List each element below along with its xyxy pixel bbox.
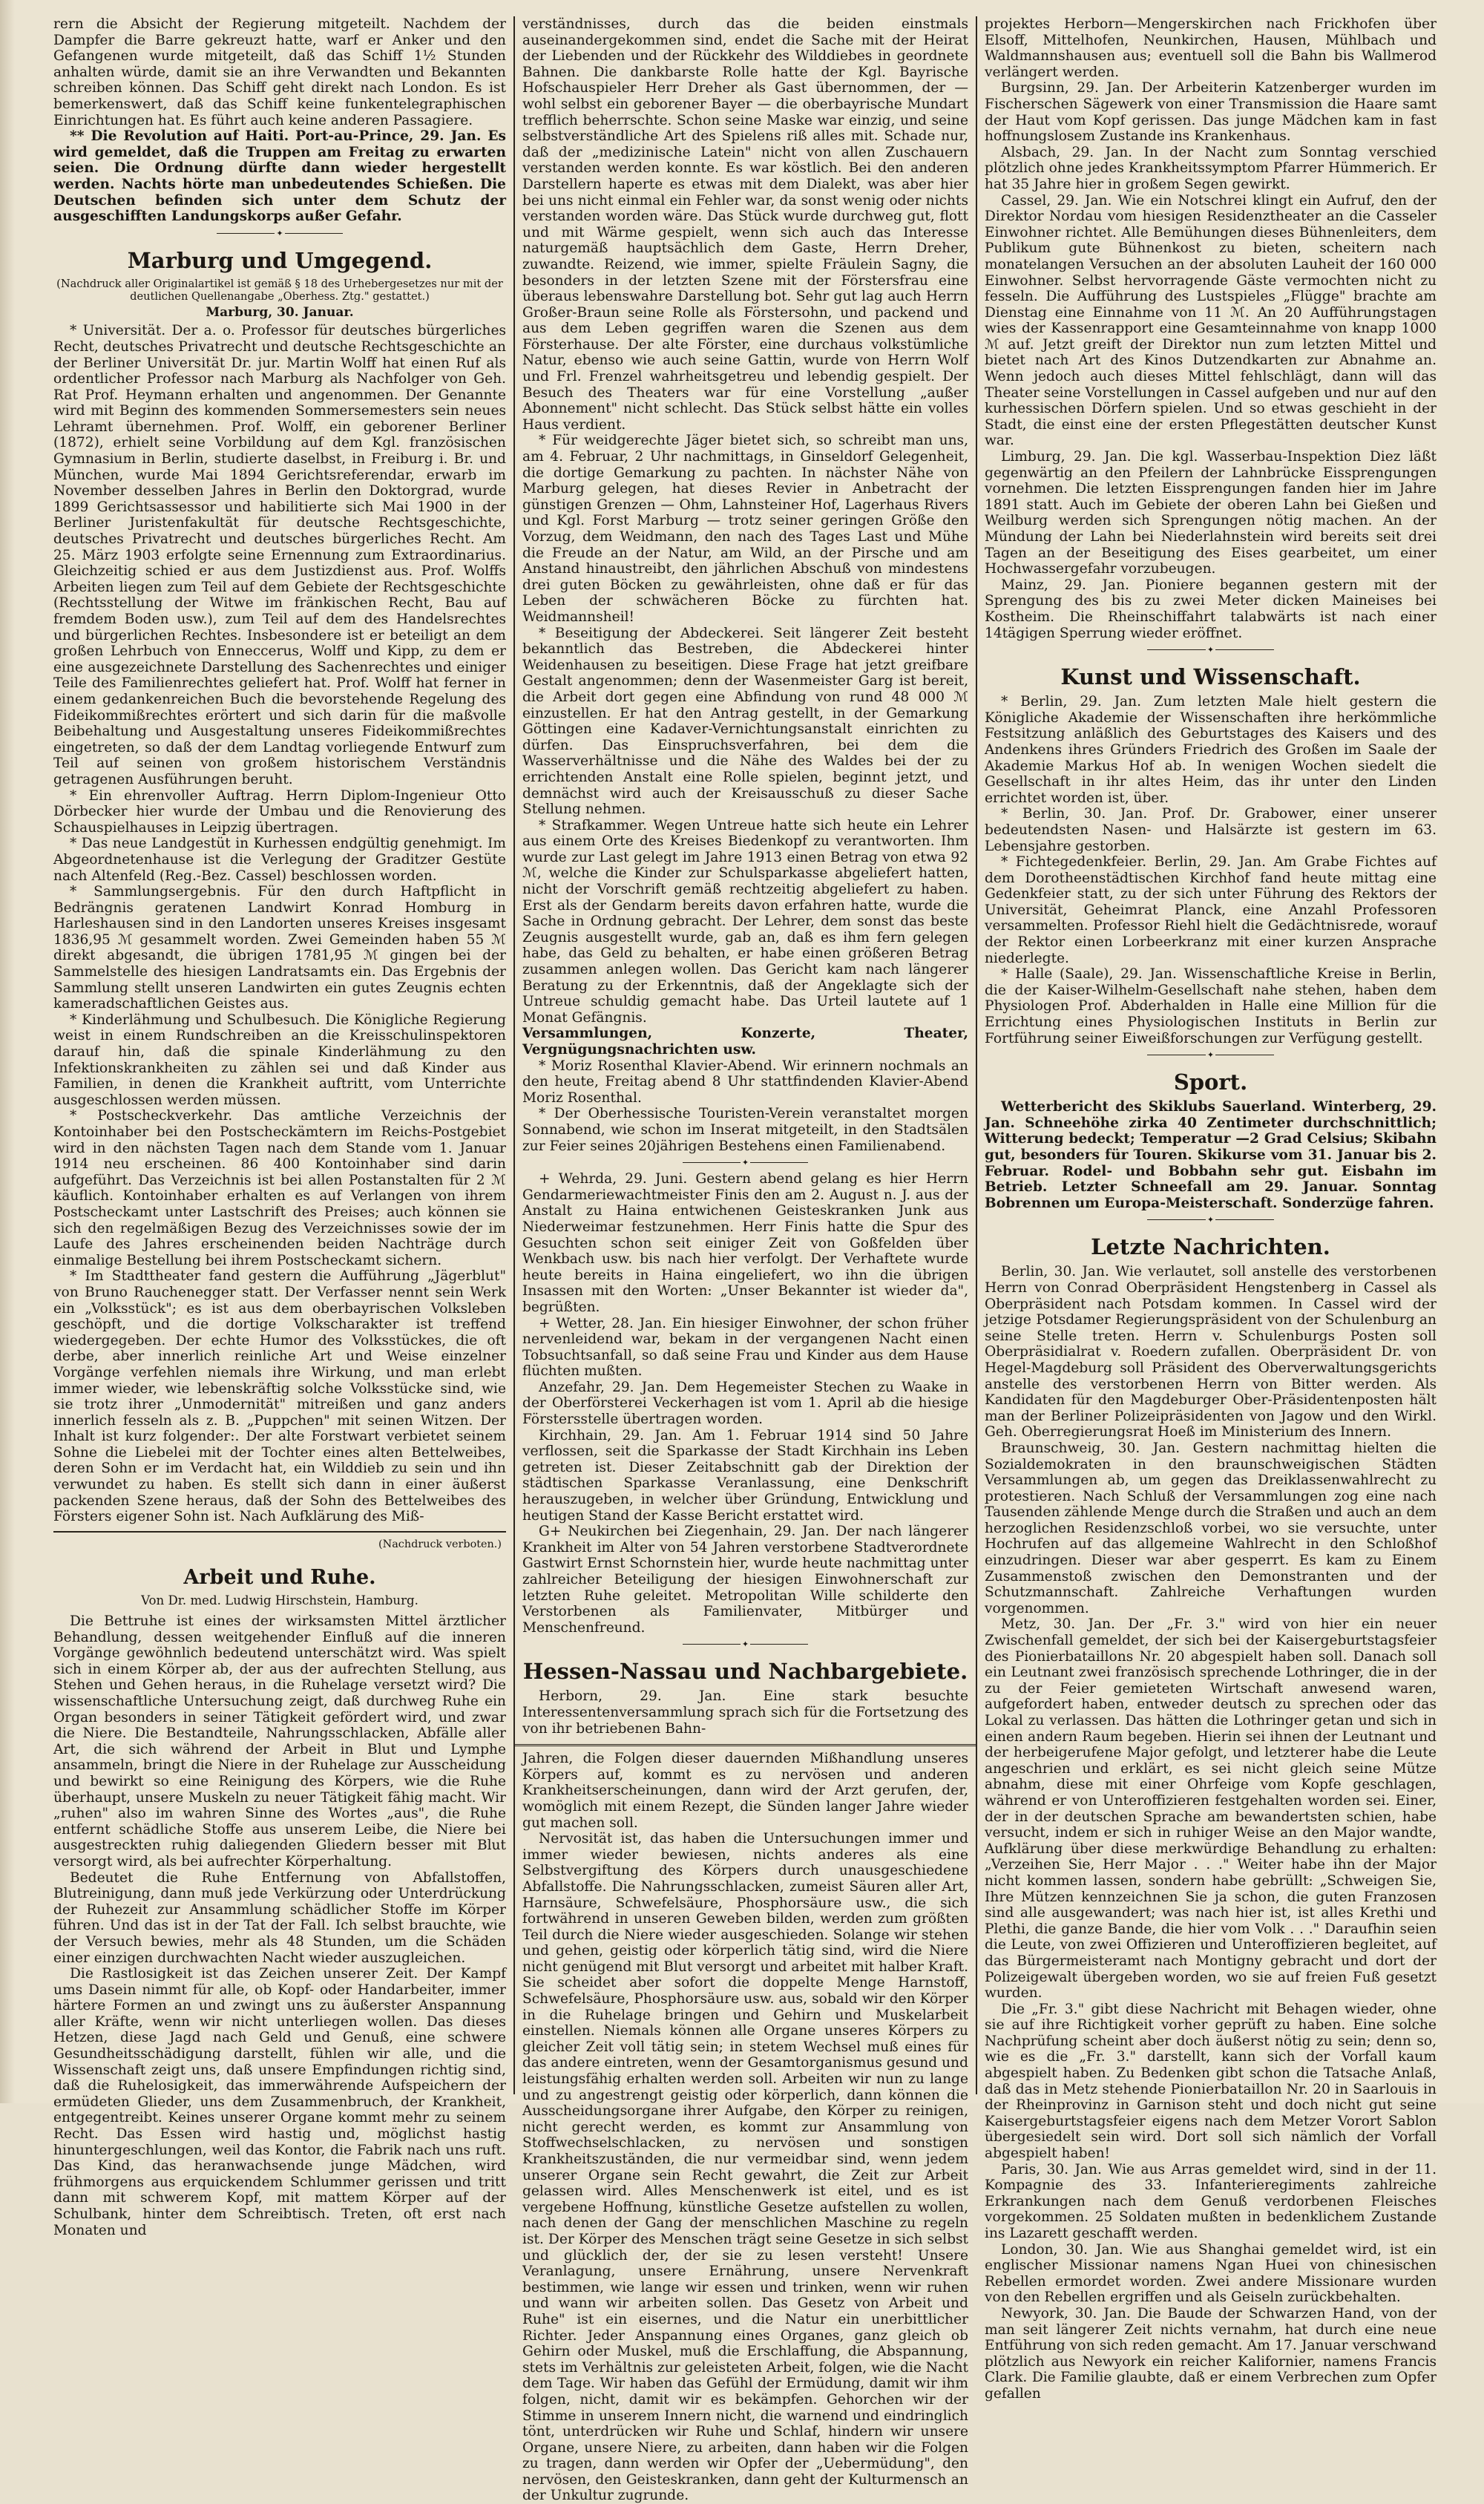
news-jagd: * Für weidgerechte Jäger bietet sich, so schreibt man uns, am 4. Februar, 2 Uhr nachmittags, in Ginseldorf Gelegenheit, die dortige Gemarkung zu pachten. In nächster Nähe von Marburg gelegen, hat dieses Revier in Anbetracht der günstigen Grenzen — Ohm, Lahnsteiner Hof, Lagerhaus Rivers und Kgl. Forst Marburg — trotz seiner geringen Größe den Vorzug, dem Weidmann, den nach des Tages Last und Mühe die Freude an der Natur, am Wild, an der Pirsche und am Anstand hinaustreibt, den jährlichen Abschuß von mindestens drei guten Böcken zu gewährleisten, ohne daß er für das Leben der schwächeren Böcke zu fürchten hat. Weidmannsheil!: [522, 433, 968, 625]
news-limburg: Limburg, 29. Jan. Die kgl. Wasserbau-Inspektion Diez läßt gegenwärtig an den Pfeilern der Lahnbrücke Eissprengungen vornehmen. Die letzten Eissprengungen fanden hier im Jahre 1891 statt. Auch im Gebiete der oberen Lahn bei Gießen und Weilburg werden sich Sprengungen nötig machen. An der Mündung der Lahn bei Niederlahnstein wird bereits seit drei Tagen an der Beseitigung des Eises gearbeitet, um einer Hochwassergefahr vorzubeugen.: [985, 449, 1437, 577]
news-wetterbericht: Wetterbericht des Skiklubs Sauerland. Winterberg, 29. Jan. Schneehöhe zirka 40 Zentimeter durchschnittlich; Witterung bedeckt; Temperatur —2 Grad Celsius; Skibahn gut, besonders für Touren. Skikurse vom 31. Januar bis 2. Februar. Rodel- und Bobbahn sehr gut. Eisbahn im Betrieb. Letzter Schneefall am 29. Januar. Sonntag Bobrennen um Europa-Meisterschaft. Sonderzüge fahren.: [985, 1099, 1437, 1211]
article-paragraph: Die Bettruhe ist eines der wirksamsten Mittel ärztlicher Behandlung, dessen weitgehender Einfluß auf die inneren Vorgänge gewöhnlich bedeutend unterschätzt wird. Was spielt sich in einem Körper ab, der aus der aufrechten Stellung, aus Stehen und Gehen heraus, in die Ruhelage versetzt wird? Die wissenschaftliche Untersuchung zeigt, daß durchweg Ruhe ein Organ besonders in seiner Tätigkeit gefördert wird, und zwar die Niere. Die Bestandteile, Nahrungsschlacken, Abfälle aller Art, die sich während der Arbeit in Blut und Lymphe ansammeln, bringt die Niere in der Ruhelage zur Ausscheidung und bewirkt so eine Reinigung des Körpers, wie die Ruhe überhaupt, unsere Muskeln zu neuer Tätigkeit fähig macht. Wir „ruhen" also im wahren Sinne des Wortes „aus", die Ruhe entfernt schädliche Stoffe aus unserem Leibe, die Niere bei ausgestreckten ruhig daliegenden Gliedern besser mit Blut versorgt wird, als bei aufrechter Körperhaltung.: [53, 1613, 506, 1869]
news-wetter: + Wetter, 28. Jan. Ein hiesiger Einwohner, der schon früher nervenleidend war, bekam in der vergangenen Nacht einen Tobsuchtsanfall, so daß seine Frau und Kinder aus dem Hause flüchten mußten.: [522, 1315, 968, 1380]
news-metz-comment: Die „Fr. 3." gibt diese Nachricht mit Behagen wieder, ohne sie auf ihre Richtigkeit vorher geprüft zu haben. Eine solche Nachprüfung scheint aber doch äußerst nötig zu sein; denn so, wie es die „Fr. 3." darstellt, kann sich der Vorfall kaum abgespielt haben. Zu Bedenken gibt schon die Tatsache Anlaß, daß das in Metz stehende Pionierbataillon Nr. 20 in Saarlouis in der Rheinprovinz in Garnison steht und doch nicht gut seine Kaisergeburtstagsfeier eigens nach dem Metzer Vorort Sablon übergesiedelt sein wird. Dort soll sich nämlich der Vorfall abgespielt haben!: [985, 2001, 1437, 2162]
feuilleton-rule: [515, 1744, 976, 1746]
article-continuation: rern die Absicht der Regierung mitgeteilt. Nachdem der Dampfer die Barre gekreuzt hatte, warf er Anker und den Gefangenen wurde mitgeteilt, daß das Schiff 1½ Stunden anhalten würde, damit sie an ihre Verwandten und Bekannten schreiben können. Das Schiff geht direkt nach London. Es ist bemerkenswert, daß das Schiff keine funkentelegraphischen Einrichtungen hat. Es führt auch keine anderen Passagiere.: [53, 16, 506, 128]
news-touristenverein: * Der Oberhessische Touristen-Verein veranstaltet morgen Sonnabend, wie schon im Inserat mitgeteilt, in den Stadtsälen zur Feier seines 20jährigen Bestehens einen Familienabend.: [522, 1106, 968, 1154]
article-author: Von Dr. med. Ludwig Hirschstein, Hamburg.: [141, 1593, 418, 1608]
section-title-hessen-nassau: Hessen-Nassau und Nachbargebiete.: [522, 1659, 968, 1685]
section-title-letzte-nachrichten: Letzte Nachrichten.: [1091, 1234, 1330, 1260]
news-kinderlaehmung: * Kinderlähmung und Schulbesuch. Die Königliche Regierung weist in einem Rundschreiben an die Kreisschulinspektoren darauf hin, daß die spinale Kinderlähmung zu den Infektionskrankheiten zu zählen sei und daß Kinder aus Familien, in denen die Krankheit auftritt, vom Unterrichte ausgeschlossen werden müssen.: [53, 1012, 506, 1108]
news-cassel: Cassel, 29. Jan. Wie ein Notschrei klingt ein Aufruf, den der Direktor Nordau vom hiesigen Residenztheater an die Casseler Einwohner richtet. Alle Bemühungen dieses Bühnenleiters, dem Publikum gute Bühnenkost zu bieten, scheitern nach monatelangen Versuchen an der absoluten Lauheit der 160 000 Einwohner. Selbst hervorragende Gäste vermochten nicht zu fesseln. Die Aufführung des Lustspieles „Flügge" brachte am Dienstag eine Einnahme von 11 ℳ. An 20 Aufführungstagen wies der Kassenrapport eine Gesamteinnahme von knapp 1000 ℳ auf. Jetzt greift der Direktor nun zum letzten Mittel und bietet nach Art des Kinos Dutzendkarten zur Abnahme an. Wenn jedoch auch dieses Mittel fehlschlägt, dann will das Theater seine Vorstellungen in Cassel aufgeben und nur auf den kurhessischen Dörfern spielen. Und so etwas geschieht in der Stadt, die einst eine der ersten Pflegestätten deutscher Kunst war.: [985, 192, 1437, 449]
divider: ✦: [522, 1640, 968, 1648]
article-paragraph: Bedeutet die Ruhe Entfernung von Abfallstoffen, Blutreinigung, dann muß jede Verkürzung oder Unterdrückung der Ruhezeit zur Ansammlung schädlicher Stoffe im Körper führen. Und das ist in der Tat der Fall. Ich selbst brauchte, wie der Versuch bewies, mehr als 48 Stunden, um die Schäden einer einzigen durchwachten Nacht wieder auszugleichen.: [53, 1869, 506, 1966]
news-herborn: Herborn, 29. Jan. Eine stark besuchte Interessentenversammlung sprach sich für die Fortsetzung des von ihr betriebenen Bahn-: [522, 1688, 968, 1737]
divider: ✦: [985, 1051, 1437, 1059]
reprint-note: (Nachdruck aller Originalartikel ist gemäß § 18 des Urhebergesetzes nur mit der deutlichen Quellenangabe „Oberhess. Ztg." gestattet.): [56, 277, 503, 303]
divider: ✦: [522, 1158, 968, 1167]
news-anzefahr: Anzefahr, 29. Jan. Dem Hegemeister Stechen zu Waake in der Oberförsterei Veckerhagen ist vom 1. April ab die hiesige Förstersstelle übertragen worden.: [522, 1379, 968, 1428]
news-wehrda: + Wehrda, 29. Juni. Gestern abend gelang es hier Herrn Gendarmeriewachtmeister Finis den am 2. August n. J. aus der Anstalt zu Haina entwichenen Geisteskranken Junk aus Niederweimar festzunehmen. Herr Finis hatte die Spur des Gesuchten schon seit einiger Zeit von Goßfelden über Wenkbach usw. bis nach hier verfolgt. Der Verhaftete wurde heute bereits in Haina eingeliefert, wo ihn die übrigen Insassen mit den Worten: „Unser Bekannter ist wieder da", begrüßten.: [522, 1171, 968, 1315]
news-braunschweig: Braunschweig, 30. Jan. Gestern nachmittag hielten die Sozialdemokraten in den braunschweigischen Städten Versammlungen ab, um gegen das Dreiklassenwahlrecht zu protestieren. Nach Schluß der Versammlungen zog eine nach Tausenden zählende Menge durch die Straßen und auch an dem herzoglichen Residenzschloß vorbei, wo sie versuchte, unter Hochrufen auf das allgemeine Wahlrecht in den Schloßhof einzudringen. Dieser war aber gesperrt. Es kam zu Einem Zusammenstoß zwischen den Demonstranten und der Schutzmannschaft. Zahlreiche Verhaftungen wurden vorgenommen.: [985, 1440, 1437, 1616]
news-paris: Paris, 30. Jan. Wie aus Arras gemeldet wird, sind in der 11. Kompagnie des 33. Infanterieregiments zahlreiche Erkrankungen nach dem Genuß verdorbenen Fleisches vorgekommen. 25 Soldaten mußten in bedenklichem Zustande ins Lazarett geschafft werden.: [985, 2161, 1437, 2241]
column-3: [976, 16, 1437, 2402]
news-berlin-grabower: * Berlin, 30. Jan. Prof. Dr. Grabower, einer unserer bedeutendsten Nasen- und Halsärzte ist gestern im 63. Lebensjahre gestorben.: [985, 806, 1437, 854]
news-sammlung: * Sammlungsergebnis. Für den durch Haftpflicht in Bedrängnis geratenen Landwirt Konrad Homburg in Harleshausen sind in den Landorten unseres Kreises insgesamt 1836,95 ℳ gesammelt worden. Zwei Gemeinden haben 55 ℳ direkt abgesandt, die übrigen 1781,95 ℳ gingen bei der Sammelstelle des hiesigen Landratsamts ein. Das Ergebnis der Sammlung stellt unseren Landwirten ein gutes Zeugnis echten kameradschaftlichen Geistes aus.: [53, 884, 506, 1012]
news-alsbach: Alsbach, 29. Jan. In der Nacht zum Sonntag verschied plötzlich ohne jedes Krankheitssymptom Pfarrer Hümmerich. Er hat 35 Jahre hier in großem Segen gewirkt.: [985, 144, 1437, 192]
theater-review-continuation: verständnisses, durch das die beiden einstmals auseinandergekommen sind, endet die Sache mit der Heirat der Liebenden und der Rückkehr des Wilddiebes in geordnete Bahnen. Die dankbarste Rolle hatte der Kgl. Bayrische Hofschauspieler Herr Dreher als Gast übernommen, der — wohl selbst ein geborener Bayer — die oberbayrische Mundart trefflich beherrschte. Schon seine Maske war einzig, und seine selbstverständliche Art des Spielens riß alles mit. Schade nur, daß der „medizinische Latein" nicht von allen Zuschauern verstanden werden konnte. Es war köstlich. Bei den anderen Darstellern haperte es etwas mit dem Dialekt, was aber hier bei uns nicht einmal ein Fehler war, da sonst wenig oder nichts verstanden worden wäre. Das Stück wurde durchweg gut, flott und mit Wärme gespielt, wenn sich auch das Interesse naturgemäß hauptsächlich dem Gaste, Herrn Dreher, zuwandte. Reizend, wie immer, spielte Fräulein Sagny, die besonders in der letzten Szene mit der Förstersfrau eine überaus lebenswahre Darstellung bot. Sehr gut lag auch Herrn Großer-Braun seine Rolle als Förstersohn, und packend und aus dem Leben gegriffen waren die Szenen aus dem Försterhause. Der alte Förster, eine durchaus volkstümliche Natur, ebenso wie auch seine Gattin, wurde von Herrn Wolf und Frl. Frenzel wahrheitsgetreu und lebendig gespielt. Der Besuch des Theaters war für eine Vorstellung „außer Abonnement" nicht schlecht. Das Stück selbst hätte ein volles Haus verdient.: [522, 16, 968, 433]
news-halle: * Halle (Saale), 29. Jan. Wissenschaftliche Kreise in Berlin, die der Kaiser-Wilhelm-Gesellschaft nahe stehen, haben dem Physiologen Prof. Abderhalden in Halle eine Million für die Errichtung eines Physiologischen Instituts in Berlin zur Fortführung seiner Eiweißforschungen zur Verfügung gestellt.: [985, 966, 1437, 1046]
news-postscheck: * Postscheckverkehr. Das amtliche Verzeichnis der Kontoinhaber bei den Postscheckämtern im Reichs-Postgebiet wird in den nächsten Tagen nach dem Stande vom 1. Januar 1914 neu erscheinen. 86 400 Kontoinhaber sind darin aufgeführt. Das Verzeichnis ist bei allen Postanstalten für 2 ℳ käuflich. Kontoinhaber erhalten es auf Verlangen von ihrem Postscheckamt unter Lastschrift des Preises; auch können sie sich den regelmäßigen Bezug des Verzeichnisses sowie der im Laufe des Jahres erscheinenden beiden Nachträge durch einmalige Bestellung bei ihrem Postscheckamt sichern.: [53, 1108, 506, 1268]
news-kirchhain: Kirchhain, 29. Jan. Am 1. Februar 1914 sind 50 Jahre verflossen, seit die Sparkasse der Stadt Kirchhain ins Leben getreten ist. Dieser Zeitabschnitt gab der Direktion der städtischen Sparkasse Veranlassung, eine Denkschrift herauszugeben, in welcher über Gründung, Entwicklung und heutigen Stand der Kasse Bericht erstattet wird.: [522, 1427, 968, 1524]
divider: ✦: [53, 229, 506, 237]
news-stadttheater: * Im Stadttheater fand gestern die Aufführung „Jägerblut" von Bruno Rauchenegger statt. Der Verfasser nennt sein Werk ein „Volksstück"; es ist aus dem oberbayrischen Volksleben geschöpft, und die dortige Volkscharakter ist treffend wiedergegeben. Der echte Humor des Volksstückes, die oft derbe, aber innerlich reinliche Art und Weise einzelner Vorgänge verfehlen niemals ihre Wirkung, und man erlebt immer wieder, wie lebenskräftig solche Volksstücke sind, wie sie trotz ihrer „Unmodernität" mitreißen und ganz anders innerlich fesseln als z. B. „Puppchen" mit seinen Witzen. Der Inhalt ist kurz folgender:. Der alte Forstwart verbietet seinem Sohne die Liebelei mit der Tochter eines alten Bettelweibes, deren Sohn er im Verdacht hat, ein Wilddieb zu sein und ihn verwundet zu haben. Es stellt sich dann in einer äußerst packenden Szene heraus, daß der Sohn des Bettelweibes des Försters eigener Sohn ist. Nach Aufklärung des Miß-: [53, 1268, 506, 1525]
section-title-sport: Sport.: [1173, 1069, 1248, 1095]
news-fichtegedenkfeier: * Fichtegedenkfeier. Berlin, 29. Jan. Am Grabe Fichtes auf dem Dorotheenstädtischen Kirchhof fand heute mittag eine Gedenkfeier statt, zu der sich unter Führung des Rektors der Universität, Geheimrat Planck, eine Anzahl Professoren versammelten. Professor Riehl hielt die Gedächtnisrede, worauf der Rektor einen Lorbeerkranz mit einer kurzen Ansprache niederlegte.: [985, 854, 1437, 966]
divider: ✦: [985, 1216, 1437, 1224]
article-title-arbeit-und-ruhe: Arbeit und Ruhe.: [183, 1566, 376, 1590]
news-metz: Metz, 30. Jan. Der „Fr. 3." wird von hier ein neuer Zwischenfall gemeldet, der sich bei der Kaisergeburtstagsfeier des Pionierbataillons Nr. 20 abgespielt haben soll. Danach soll ein Leutnant zwei französisch sprechende Lothringer, die in der zu der Feier gemieteten Wirtschaft anwesend waren, aufgefordert haben, entweder deutsch zu sprechen oder das Lokal zu verlassen. Das hätten die Lothringer getan und sich in einen andern Raum begeben. Hierin sei ihnen der Leutnant und der herbeigerufene Major gefolgt, und letzterer habe die Leute angeschrien und erklärt, es sei nicht gleich seine Mütze abnahm, diese mit einer Ohrfeige vom Kopfe geschlagen, während er von Unteroffizieren festgehalten worden sei. Einer, der in der deutschen Sprache am bewandertsten schien, habe versucht, indem er sich in ruhiger Weise an den Major wandte, Aufklärung über diese merkwürdige Behandlung zu erhalten: „Verzeihen Sie, Herr Major . . ." Weiter habe ihn der Major nicht kommen lassen, sondern habe gebrüllt: „Schweigen Sie, Ihre Mützen kennzeichnen Sie ja schon, die guten Franzosen sind alle ausgewandert; was nach hier ist, ist alles Krethi und Plethi, die ganze Bande, die hier vom Volk . . ." Daraufhin seien die Leute, von zwei Offizieren und Unteroffizieren begleitet, auf das Bürgermeisteramt nach Montigny gebracht und dort der Polizeigewalt übergeben worden, wo sie auf freien Fuß gesetzt wurden.: [985, 1616, 1437, 2002]
column-2: [513, 16, 976, 2504]
reprint-forbidden-note: (Nachdruck verboten.): [378, 1538, 502, 1550]
news-haiti: ** Die Revolution auf Haiti. Port-au-Prince, 29. Jan. Es wird gemeldet, daß die Truppen am Freitag zu erwarten seien. Die Ordnung dürfte dann wieder hergestellt werden. Nachts hörte man unbedeutendes Schießen. Die Deutschen befinden sich unter dem Schutz der ausgeschifften Landungskorps außer Gefahr.: [53, 128, 506, 225]
news-abdeckerei: * Beseitigung der Abdeckerei. Seit längerer Zeit besteht bekanntlich das Bestreben, die Abdeckerei hinter Weidenhausen zu beseitigen. Diese Frage hat jetzt greifbare Gestalt angenommen; denn der Wasenmeister Garg ist bereit, die Arbeit dort gegen eine Abfindung von rund 48 000 ℳ einzustellen. Er hat den Antrag gestellt, in der Gemarkung Göttingen eine Kadaver-Vernichtungsanstalt einrichten zu dürfen. Das Einspruchsverfahren, bei dem die Wasserverhältnisse und die Nähe des Waldes bei der zu errichtenden Anstalt eine Rolle spielen, beginnt jetzt, und demnächst wird auch der Kreisausschuß zu dieser Sache Stellung nehmen.: [522, 625, 968, 818]
dateline: Marburg, 30. Januar.: [206, 304, 354, 320]
rule: [53, 1531, 506, 1533]
column-1: [53, 16, 513, 2238]
news-burgsinn: Burgsinn, 29. Jan. Der Arbeiterin Katzenberger wurden im Fischerschen Sägewerk von einer Transmission die Haare samt der Haut vom Kopf gerissen. Das junge Mädchen kam in fast hoffnungslosem Zustande ins Krankenhaus.: [985, 80, 1437, 145]
article-continuation: Jahren, die Folgen dieser dauernden Mißhandlung unseres Körpers auf, kommt es zu nervösen und anderen Krankheitserscheinungen, dann wird der Arzt gerufen, der, womöglich mit einem Rezept, die Sünden langer Jahre wieder gut machen soll.: [522, 1751, 968, 1831]
news-berlin-akademie: * Berlin, 29. Jan. Zum letzten Male hielt gestern die Königliche Akademie der Wissenschaften ihre herkömmliche Festsitzung anläßlich des Geburtstages des Kaisers und des Andenkens ihres Gründers Friedrich des Großen im Saale der Akademie Markus Hof ab. In wenigen Wochen siedelt die Gesellschaft in ihr altes Heim, das ihr unter den Linden errichtet worden ist, über.: [985, 694, 1437, 806]
divider: ✦: [985, 646, 1437, 654]
news-newyork: Newyork, 30. Jan. Die Baude der Schwarzen Hand, von der man seit längerer Zeit nichts vernahm, hat durch eine neue Entführung von sich reden gemacht. Am 17. Januar verschwand plötzlich aus Newyork ein reicher Kalifornier, namens Francis Clark. Die Familie glaubte, daß er einem Verbrechen zum Opfer gefallen: [985, 2305, 1437, 2402]
news-mainz: Mainz, 29. Jan. Pioniere begannen gestern mit der Sprengung des bis zu zwei Meter dicken Maineises bei Kostheim. Die Rheinschiffahrt talabwärts ist nach einer 14tägigen Sperrung wieder eröffnet.: [985, 577, 1437, 641]
section-title-kunst: Kunst und Wissenschaft.: [1060, 664, 1361, 690]
news-rosenthal: * Moriz Rosenthal Klavier-Abend. Wir erinnern nochmals an den heute, Freitag abend 8 Uhr stattfindenden Klavier-Abend Moriz Rosenthal.: [522, 1058, 968, 1106]
news-london: London, 30. Jan. Wie aus Shanghai gemeldet wird, ist ein englischer Missionar namens Ngan Huei von chinesischen Rebellen ermordet worden. Zwei andere Missionare wurden von den Rebellen ergriffen und als Geiseln zurückbehalten.: [985, 2241, 1437, 2306]
news-herborn-continuation: projektes Herborn—Mengerskirchen nach Frickhofen über Elsoff, Mittelhofen, Neunkirchen, Hausen, Mühlbach und Waldmannshausen aus; eventuell soll die Bahn bis Wallmerod verlängert werden.: [985, 16, 1437, 80]
article-paragraph: Die Rastlosigkeit ist das Zeichen unserer Zeit. Der Kampf ums Dasein nimmt für alle, ob Kopf- oder Handarbeiter, immer härtere Formen an und zwingt uns zu äußerster Anspannung aller Kräfte, wenn wir nicht unterliegen wollen. Das dieses Hetzen, diese Jagd nach Geld und Genuß, eine schwere Gesundheitsschädigung darstellt, fühlen wir alle, und die Wissenschaft zeigt uns, daß unsere Empfindungen richtig sind, daß die Ruhelosigkeit, das immerwährende Aufspeichern der ermüdeten Glieder, uns dem Zusammenbruch, der Krankheit, entgegentreibt. Keines unserer Organe kommt mehr zu seinem Recht. Das Essen wird hastig und, möglichst hastig hinuntergeschlungen, weil das Kontor, die Fabrik nach uns ruft. Das Kind, das heranwachsende junge Mädchen, wird frühmorgens aus erquickendem Schlummer gerissen und tritt dann mit schwerem Kopf, mit mattem Körper auf der Schulbank, hinter dem Schreibtisch. Treten, oft erst nach Monaten und: [53, 1966, 506, 2238]
news-strafkammer: * Strafkammer. Wegen Untreue hatte sich heute ein Lehrer aus einem Orte des Kreises Biedenkopf zu verantworten. Ihm wurde zur Last gelegt im Jahre 1913 einen Betrag von etwa 92 ℳ, welche die Kinder zur Schulsparkasse abgeliefert hatten, nicht der Vorschrift gemäß rechtzeitig abgeliefert zu haben. Erst als der Gendarm bereits davon erfahren hatte, wurde die Sache in Ordnung gebracht. Der Lehrer, dem sonst das beste Zeugnis ausgestellt wurde, gab an, daß es ihm fern gelegen habe, das Geld zu behalten, er habe einen größeren Betrag zusammen anlegen wollen. Das Gericht kam nach längerer Beratung zu der Erkenntnis, daß der Angeklagte sich der Untreue schuldig gemacht habe. Das Urteil lautete auf 1 Monat Gefängnis.: [522, 817, 968, 1026]
subsection-heading-versammlungen: Versammlungen, Konzerte, Theater, Vergnügungsnachrichten usw.: [522, 1026, 968, 1058]
article-paragraph: Nervosität ist, das haben die Untersuchungen immer und immer wieder bewiesen, nichts anderes als eine Selbstvergiftung des Körpers durch unausgeschiedene Abfallstoffe. Die Nahrungsschlacken, zumeist Säuren aller Art, Harnsäure, Schwefelsäure, Phosphorsäure usw., die sich fortwährend in unseren Geweben bilden, werden zum größten Teil durch die Niere wieder ausgeschieden. Solange wir stehen und gehen, geistig oder körperlich tätig sind, wird die Niere nicht genügend mit Blut versorgt und arbeitet mit halber Kraft. Sie scheidet aber sofort die doppelte Menge Harnstoff, Schwefelsäure, Phosphorsäure usw. aus, sobald wir den Körper in die Ruhelage bringen und Gehirn und Muskelarbeit einstellen. Niemals können alle Organe unseres Körpers zu gleicher Zeit voll tätig sein; in stetem Wechsel muß eines für das andere eintreten, wenn der Gesamtorganismus gesund und leistungsfähig erhalten werden soll. Arbeiten wir nun zu lange und zu angestrengt geistig oder körperlich, dann können die Ausscheidungsorgane ihrer Aufgabe, den Körper zu reinigen, nicht gerecht werden, es kommt zur Ansammlung von Stoffwechselschlacken, zu nervösen und sonstigen Krankheitszuständen, die nur vermeidbar sind, wenn jedem unserer Organe sein Recht gewahrt, die Zeit zur Arbeit gelassen wird. Alles Menschenwerk ist eitel, und es ist vergebene Hoffnung, künstliche Gesetze aufstellen zu wollen, nach denen der Gang der menschlichen Maschine zu regeln ist. Der Körper des Menschen trägt seine Gesetze in sich selbst und glücklich der, der sie zu lesen versteht! Unsere Veranlagung, unsere Ernährung, unsere Nervenkraft bestimmen, wie lange wir essen und trinken, wenn wir ruhen und wann wir arbeiten sollen. Das Gesetz von Arbeit und Ruhe" ist ein eisernes, und die Natur ein unerbittlicher Richter. Jeder Anspannung eines Organes, ganz gleich ob Gehirn oder Muskel, muß die Erschlaffung, die Abspannung, stets im Verhältnis zur geleisteten Arbeit, folgen, wie die Nacht dem Tage. Wir haben das Gefühl der Ermüdung, damit wir ihm folgen, nicht, damit wir es bekämpfen. Gehorchen wir der Stimme in unserem Innern nicht, die warnend und eindringlich tönt, unterdrücken wir Ruhe und Schlaf, hindern wir unsere Organe, unsere Niere, zu arbeiten, dann haben wir die Folgen zu tragen, dann werden wir Opfer der „Uebermüdung", den nervösen, den Geisteskranken, dann geht der Kulturmensch an der Unkultur zugrunde.: [522, 1831, 968, 2504]
section-title-marburg: Marburg und Umgegend.: [127, 247, 433, 273]
news-neukirchen: G+ Neukirchen bei Ziegenhain, 29. Jan. Der nach längerer Krankheit im Alter von 54 Jahren verstorbene Stadtverordnete Gastwirt Ernst Schornstein hier, wurde heute nachmittag unter zahlreicher Beteiligung der hiesigen Einwohnerschaft zur letzten Ruhe geleitet. Metropolitan Wille schilderte den Verstorbenen als Familienvater, Mitbürger und Menschenfreund.: [522, 1524, 968, 1636]
news-berlin-oberpraesident: Berlin, 30. Jan. Wie verlautet, soll anstelle des verstorbenen Herrn von Conrad Oberpräsident Hengstenberg in Cassel als Oberpräsident nach Potsdam kommen. In Cassel wird der jetzige Potsdamer Regierungspräsident von der Schulenburg an seine Stelle treten. Herrn v. Schulenburgs Posten soll Oberpräsidialrat v. Roedern zufallen. Oberpräsident Dr. von Hegel-Magdeburg soll Präsident des Oberverwaltungsgerichts anstelle des verstorbenen Herrn von Bitter werden. Als Kandidaten für den Magdeburger Ober-Präsidentenposten hält man der Berliner Polizeipräsidenten von Jagow und den Wirkl. Geh. Oberregierungsrat Hoeß im Ministerium des Innern.: [985, 1264, 1437, 1441]
news-landgestuet: * Das neue Landgestüt in Kurhessen endgültig genehmigt. Im Abgeordnetenhause ist die Verlegung der Graditzer Gestüte nach Altenfeld (Reg.-Bez. Cassel) beschlossen worden.: [53, 836, 506, 884]
news-universitaet: * Universität. Der a. o. Professor für deutsches bürgerliches Recht, deutsches Privatrecht und deutsche Rechtsgeschichte an der Berliner Universität Dr. jur. Martin Wolff hat einen Ruf als ordentlicher Professor nach Marburg als Nachfolger von Geh. Rat Prof. Heymann erhalten und angenommen. Der Genannte wird mit Beginn des kommenden Sommersemesters sein neues Lehramt übernehmen. Prof. Wolff, ein geborener Berliner (1872), erhielt seine Vorbildung auf dem Kgl. französischen Gymnasium in Berlin, studierte daselbst, in Freiburg i. Br. und München, wurde Mai 1894 Gerichtsreferendar, erwarb im November desselben Jahres in Berlin den Doktorgrad, wurde 1899 Gerichtsassessor und habilitierte sich Mai 1900 in der Berliner Juristenfakultät für deutsche Rechtsgeschichte, deutsches Privatrecht und deutsches bürgerliches Recht. Am 25. März 1903 erfolgte seine Ernennung zum Extraordinarius. Gleichzeitig schied er aus dem Justizdienst aus. Prof. Wolffs Arbeiten liegen zum Teil auf dem Gebiete der Rechtsgeschichte (Rechtsstellung der Witwe im fränkischen Recht, Bau auf fremdem Boden usw.), zum Teil auf dem des Handelsrechtes und bürgerlichen Rechtes. Insbesondere ist er beteiligt an dem großen Lehrbuch von Enneccerus, Wolff und Kipp, zu dem er eine ausgezeichnete Darstellung des Sachenrechtes und einiger Teile des Familienrechtes geliefert hat. Prof. Wolff hat ferner in einem gedankenreichen Buch die bevorstehende Regelung des Fideikommißrechtes erörtert und sich darin für die maßvolle Beibehaltung und Ausgestaltung unseres Fideikommißrechtes eingetreten, so daß der dem Landtag vorliegende Entwurf zum Teil auf seinen von großem historischem Verständnis getragenen Ausführungen beruht.: [53, 323, 506, 787]
news-auftrag: * Ein ehrenvoller Auftrag. Herrn Diplom-Ingenieur Otto Dörbecker hier wurde der Umbau und die Renovierung des Schauspielhauses in Leipzig übertragen.: [53, 787, 506, 836]
